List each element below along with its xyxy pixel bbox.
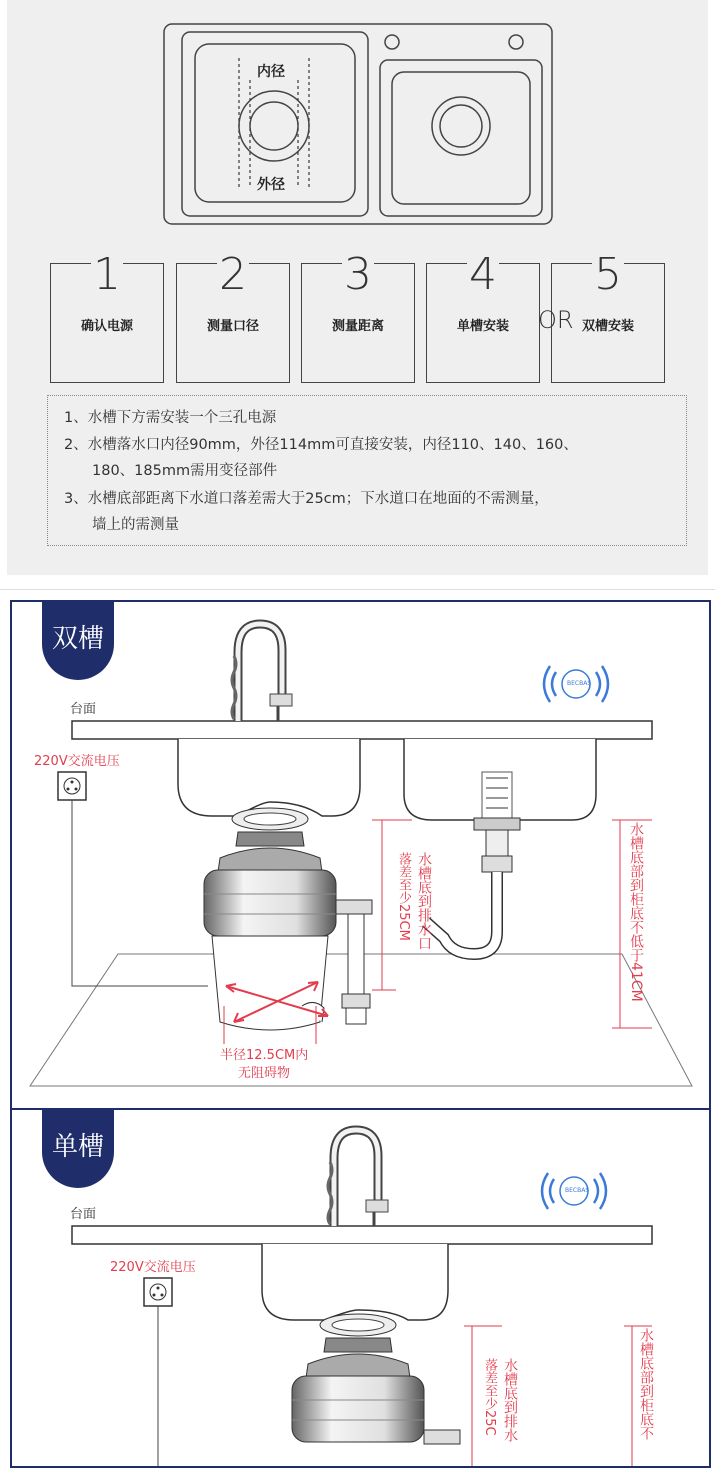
brand-logo: BECBAS: [565, 1187, 590, 1194]
single-sink-diagram: [10, 1108, 711, 1468]
brand-logo: BECBAS: [567, 680, 592, 687]
or-label: OR: [538, 306, 574, 334]
note-line: 墙上的需测量: [92, 517, 179, 533]
note-line: 180、185mm需用变径部件: [92, 463, 278, 479]
radius-note: 无阻碍物: [238, 1066, 291, 1081]
step-number: 1: [93, 249, 121, 300]
divider: [0, 589, 715, 590]
step-number: 2: [219, 249, 247, 300]
drop-label: 落差至少25CM: [396, 852, 411, 941]
step-label: 确认电源: [80, 319, 133, 334]
step-label: 单槽安装: [456, 319, 509, 334]
power-label: 220V交流电压: [110, 1260, 196, 1275]
inner-diameter-label: 内径: [255, 61, 287, 81]
step-number: 3: [344, 249, 372, 300]
note-line: 3、水槽底部距离下水道口落差需大于25cm；下水道口在地面的不需测量，: [64, 491, 549, 507]
step-2: [176, 249, 290, 383]
counter-label: 台面: [70, 702, 97, 717]
instruction-section: [7, 0, 708, 575]
note-line: 2、水槽落水口内径90mm，外径114mm可直接安装，内径110、140、160、: [64, 437, 578, 453]
outer-diameter-label: 外径: [255, 174, 287, 194]
step-4: [426, 249, 540, 383]
to-drain-label: 水槽底到排水: [502, 1358, 518, 1442]
single-sink-illustration: [12, 1110, 711, 1468]
power-label: 220V交流电压: [34, 754, 120, 769]
step-1: [50, 249, 164, 383]
to-drain-label: 水槽底到排水口: [416, 852, 432, 950]
double-sink-tag: 双槽: [42, 602, 114, 680]
radius-label: 半径12.5CM内: [220, 1048, 309, 1063]
step-label: 双槽安装: [581, 319, 634, 334]
double-sink-illustration: [12, 602, 711, 1111]
to-cabinet-label: 水槽底部到柜底不低于41CM: [628, 822, 644, 1002]
step-number: 4: [469, 249, 497, 300]
single-sink-tag: 单槽: [42, 1110, 114, 1188]
to-cabinet-label: 水槽底部到柜底不: [638, 1328, 654, 1440]
drop-label: 落差至少25C: [482, 1358, 497, 1436]
notes-box: [47, 395, 687, 546]
step-3: [301, 249, 415, 383]
step-label: 测量距离: [331, 319, 384, 334]
double-sink-diagram: [10, 600, 711, 1111]
note-line: 1、水槽下方需安装一个三孔电源: [64, 410, 277, 426]
step-number: 5: [594, 249, 622, 300]
step-label: 测量口径: [206, 319, 259, 334]
counter-label: 台面: [70, 1207, 97, 1222]
